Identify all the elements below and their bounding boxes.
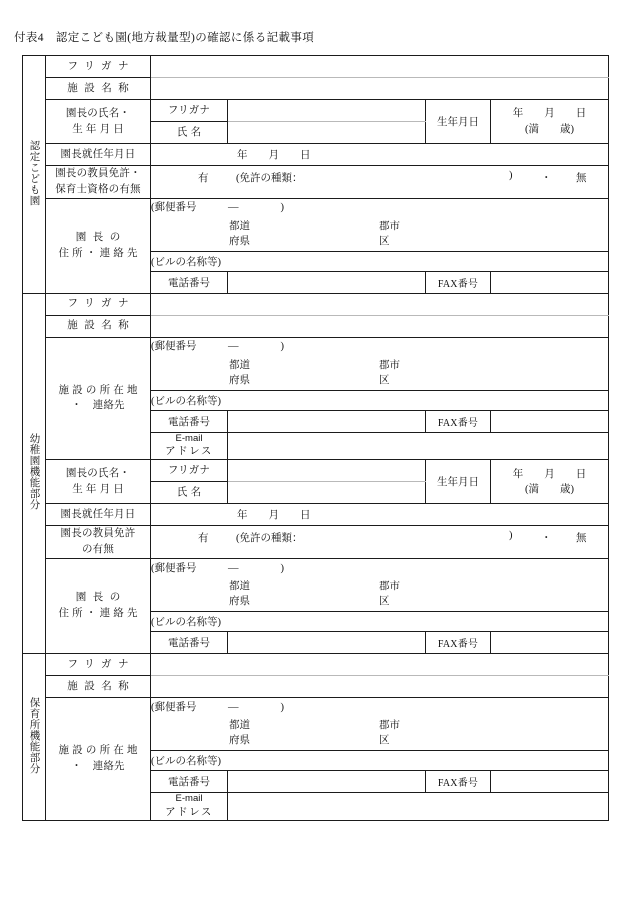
table-row [23, 675, 609, 697]
prefecture-label: 都道 府県 [229, 220, 250, 247]
license-no-option[interactable]: 無 [576, 533, 587, 545]
zip-label: (郵便番号 — ) [151, 202, 284, 214]
field-principal-address-s1[interactable] [151, 198, 609, 251]
field-facility-address-s3[interactable] [151, 697, 609, 750]
table-row [23, 697, 609, 750]
field-appointment-date-s1[interactable]: 年 月 日 [151, 144, 609, 166]
page-title: 付表4 認定こども園(地方裁量型)の確認に係る記載事項 [14, 32, 315, 44]
table-row [23, 144, 609, 166]
license-yes-option[interactable]: 有 [198, 173, 209, 184]
label-principal-address-s1: 園長の 住所・連絡先 [46, 198, 151, 293]
table-row [23, 166, 609, 199]
section-label-text: 保育所機能部分 [28, 696, 40, 774]
license-separator-dot: ・ [541, 533, 552, 545]
label-tel-s2b: 電話番号 [151, 631, 228, 653]
field-appointment-date-s2[interactable]: 年 月 日 [151, 504, 609, 526]
section-label-text: 認定こども園 [28, 139, 40, 206]
license-kind-label: (免許の種類： [236, 173, 303, 184]
field-facility-address-s2[interactable] [151, 337, 609, 390]
license-yes-option[interactable]: 有 [198, 533, 209, 545]
field-furigana-s1[interactable] [151, 56, 609, 78]
field-tel-s3[interactable] [228, 770, 426, 792]
section-label-text: 幼稚園機能部分 [28, 433, 40, 511]
label-principal-name-birth-s1: 園長の氏名・ 生年月日 [46, 100, 151, 144]
field-building-s2b[interactable]: (ビルの名称等) [151, 611, 609, 631]
section-label-hoikusho [23, 653, 46, 820]
field-principal-furigana-s2[interactable] [228, 460, 426, 482]
label-birth-date-s2: 生年月日 [426, 460, 491, 504]
table-row [23, 198, 609, 251]
field-principal-name-s2[interactable] [228, 482, 426, 504]
field-building-s3[interactable]: (ビルの名称等) [151, 750, 609, 770]
field-principal-furigana-s1[interactable] [228, 100, 426, 122]
label-facility-name-s3: 施設名称 [46, 675, 151, 697]
table-row [23, 337, 609, 390]
city-label: 郡市 区 [379, 220, 400, 247]
table-row [23, 315, 609, 337]
table-row [23, 653, 609, 675]
field-fax-s1[interactable] [491, 271, 609, 293]
label-principal-name-s1: 氏名 [151, 122, 228, 144]
city-label: 郡市 区 [379, 359, 400, 386]
table-row [23, 526, 609, 559]
label-license-s1: 園長の教員免許・ 保育士資格の有無 [46, 166, 151, 199]
label-facility-address-s2: 施設の所在地 ・ 連絡先 [46, 337, 151, 460]
license-separator-dot: ・ [541, 173, 552, 184]
field-email-s3[interactable] [228, 792, 609, 820]
label-appointment-date-s2: 園長就任年月日 [46, 504, 151, 526]
label-email-s3: E-mail アドレス [151, 792, 228, 820]
label-facility-name-s2: 施設名称 [46, 315, 151, 337]
section-label-ninteikodomoen [23, 56, 46, 294]
zip-label: (郵便番号 — ) [151, 562, 284, 574]
label-principal-furigana-s1: フリガナ [151, 100, 228, 122]
table-row [23, 504, 609, 526]
license-kind-label: (免許の種類： [236, 533, 303, 545]
label-principal-name-s2: 氏名 [151, 482, 228, 504]
label-email-s2: E-mail アドレス [151, 432, 228, 460]
label-facility-address-s3: 施設の所在地 ・ 連絡先 [46, 697, 151, 820]
field-fax-s3[interactable] [491, 770, 609, 792]
prefecture-label: 都道 府県 [229, 359, 250, 386]
label-tel-s3: 電話番号 [151, 770, 228, 792]
table-row [23, 558, 609, 611]
field-principal-name-s1[interactable] [228, 122, 426, 144]
label-license-s2: 園長の教員免許 の有無 [46, 526, 151, 559]
table-row [23, 460, 609, 482]
field-principal-address-s2[interactable] [151, 558, 609, 611]
label-furigana-s2: フリガナ [46, 293, 151, 315]
table-row [23, 78, 609, 100]
label-fax-s3: FAX番号 [426, 770, 491, 792]
field-facility-name-s1[interactable] [151, 78, 609, 100]
label-birth-date-s1: 生年月日 [426, 100, 491, 144]
field-license-s2[interactable] [151, 526, 609, 559]
label-tel-s1: 電話番号 [151, 271, 228, 293]
label-fax-s2: FAX番号 [426, 410, 491, 432]
field-birth-date-s1[interactable]: 年 月 日 (満 歳) [491, 100, 609, 144]
field-tel-s2[interactable] [228, 410, 426, 432]
city-label: 郡市 区 [379, 581, 400, 608]
city-label: 郡市 区 [379, 720, 400, 747]
field-building-s1[interactable]: (ビルの名称等) [151, 251, 609, 271]
field-furigana-s2[interactable] [151, 293, 609, 315]
field-fax-s2[interactable] [491, 410, 609, 432]
label-tel-s2: 電話番号 [151, 410, 228, 432]
label-principal-address-s2: 園長の 住所・連絡先 [46, 558, 151, 653]
field-building-s2[interactable]: (ビルの名称等) [151, 390, 609, 410]
label-principal-name-birth-s2: 園長の氏名・ 生年月日 [46, 460, 151, 504]
label-fax-s1: FAX番号 [426, 271, 491, 293]
field-license-s1[interactable] [151, 166, 609, 199]
label-appointment-date-s1: 園長就任年月日 [46, 144, 151, 166]
field-facility-name-s3[interactable] [151, 675, 609, 697]
field-facility-name-s2[interactable] [151, 315, 609, 337]
table-row [23, 56, 609, 78]
label-facility-name-s1: 施設名称 [46, 78, 151, 100]
field-fax-s2b[interactable] [491, 631, 609, 653]
prefecture-label: 都道 府県 [229, 720, 250, 747]
field-email-s2[interactable] [228, 432, 609, 460]
label-furigana-s1: フリガナ [46, 56, 151, 78]
field-birth-date-s2[interactable]: 年 月 日 (満 歳) [491, 460, 609, 504]
license-no-option[interactable]: 無 [576, 173, 587, 184]
field-tel-s2b[interactable] [228, 631, 426, 653]
table-row [23, 100, 609, 122]
zip-label: (郵便番号 — ) [151, 701, 284, 713]
section-label-youchien [23, 293, 46, 653]
field-furigana-s3[interactable] [151, 653, 609, 675]
form-table [22, 55, 609, 821]
field-tel-s1[interactable] [228, 271, 426, 293]
license-paren-close: ) [509, 530, 513, 542]
zip-label: (郵便番号 — ) [151, 341, 284, 353]
label-principal-furigana-s2: フリガナ [151, 460, 228, 482]
table-row [23, 293, 609, 315]
prefecture-label: 都道 府県 [229, 581, 250, 608]
label-furigana-s3: フリガナ [46, 653, 151, 675]
label-fax-s2b: FAX番号 [426, 631, 491, 653]
license-paren-close: ) [509, 170, 513, 181]
